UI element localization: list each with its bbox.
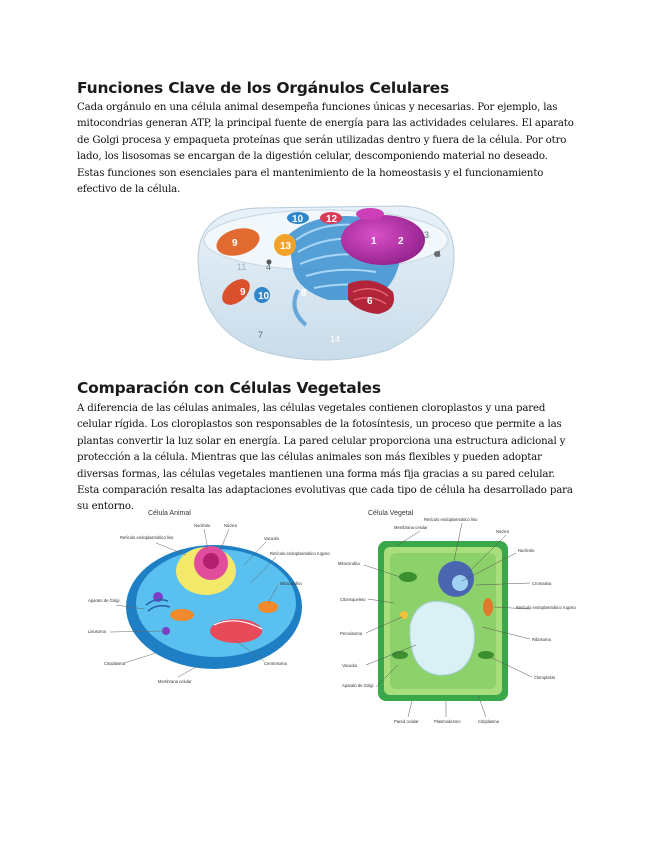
organelle-number-10a: 10 [292, 214, 304, 225]
organelle-number-7: 7 [258, 330, 264, 340]
plant-label-plasmodesma: Plasmodesmo [434, 719, 461, 724]
organelle-number-4a: 4 [266, 262, 272, 272]
animal-cell-title: Célula Animal [148, 510, 191, 517]
plant-label-chloroplast: Cloroplasto [534, 675, 556, 680]
plant-cell-diagram-illustration [338, 505, 576, 727]
organelle-number-6: 6 [367, 296, 373, 307]
animal-label-vacuole: Vacuola [264, 536, 279, 541]
organelle-number-14: 14 [330, 334, 341, 344]
plant-label-cell-wall: Pared celular [394, 719, 419, 724]
organelle-number-8: 8 [301, 288, 307, 299]
organelle-number-2: 2 [398, 236, 404, 247]
animal-label-centrosome: Centrosoma [264, 661, 287, 666]
organelle-number-1: 1 [371, 236, 377, 247]
plant-label-golgi: Aparato de Golgi [342, 683, 374, 688]
plant-label-rough-er: Retículo endoplasmático rugoso [516, 605, 576, 610]
organelle-number-10b: 10 [258, 291, 270, 302]
plant-label-cytoskeleton: Citoesqueleto [340, 597, 366, 602]
organelle-number-3: 3 [424, 230, 430, 240]
animal-label-cytoplasm: Citoplasma [104, 661, 125, 666]
animal-label-lysosome: Lisosoma [88, 629, 106, 634]
section-paragraph-organelles: Cada orgánulo en una célula animal desempeña funciones únicas y necesarias. Por ejemplo, las mitocondrias generan ATP, la principal fuente de energía para las actividades celulares. El aparato de Golgi procesa y empaqueta proteínas que serán utilizadas dentro y fuera de la célula. Por otro lado, los lisosomas se encargan de la digestión celular, descomponiendo material no deseado. Estas funciones son esenciales para el mantenimiento de la homeostasis y el funcionamiento efectivo de la célula. [77, 102, 574, 196]
animal-label-nucleolus: Nucléolo [194, 523, 211, 528]
animal-cell-diagram [86, 505, 330, 695]
section-title-organelles: Funciones Clave de los Orgánulos Celulares [77, 79, 449, 97]
animal-label-nucleus: Núcleo [224, 523, 238, 528]
organelle-number-13: 13 [280, 241, 292, 252]
plant-label-nucleus: Núcleo [496, 529, 510, 534]
plant-label-chromatin: Cromatina [532, 581, 552, 586]
organelle-number-11: 11 [237, 262, 247, 272]
plant-label-ribosome: Ribosoma [532, 637, 551, 642]
animal-label-smooth-er: Retículo endoplasmático liso [120, 535, 174, 540]
plant-label-vacuole: Vacuola [342, 663, 357, 668]
plant-label-smooth-er: Retículo endoplasmático liso [424, 517, 478, 522]
animal-cell-diagram-illustration [86, 505, 330, 695]
animal-label-membrane: Membrana celular [158, 679, 192, 684]
plant-label-membrane: Membrana celular [394, 525, 428, 530]
plant-label-nucleolus: Nucleolo [518, 548, 535, 553]
plant-label-mitochondria: Mitocondria [338, 561, 360, 566]
plant-cell-title: Célula Vegetal [368, 510, 414, 517]
organelle-number-9a: 9 [232, 238, 238, 249]
organelle-number-12: 12 [326, 214, 338, 225]
organelle-number-4b: 4 [436, 249, 442, 259]
plant-label-cytoplasm: Citoplasma [478, 719, 499, 724]
section-title-plant-comparison: Comparación con Células Vegetales [77, 379, 381, 397]
organelle-number-9b: 9 [240, 287, 246, 298]
animal-label-mitochondria: Mitocondria [280, 581, 302, 586]
animal-label-rough-er: Retículo endoplasmático rugoso [270, 551, 330, 556]
animal-label-golgi: Aparato de Golgi [88, 598, 120, 603]
plant-cell-diagram [338, 505, 576, 727]
section-paragraph-plant-comparison: A diferencia de las células animales, las células vegetales contienen cloroplastos y una pared celular rígida. Los cloroplastos son responsables de la fotosíntesis, un proceso que permite a las plantas convertir la luz solar en energía. La pared celular proporciona una estructura adicional y protección a la célula. Mientras que las células animales son más flexibles y pueden adoptar diversas formas, las células vegetales mantienen una forma más fija gracias a su pared celular. Esta comparación resalta las adaptaciones evolutivas que cada tipo de célula ha desarrollado para su entorno. [77, 403, 573, 513]
animal-cell-3d-illustration [188, 200, 460, 362]
plant-label-peroxisome: Peroxisoma [340, 631, 363, 636]
animal-cell-3d-figure [188, 200, 460, 362]
